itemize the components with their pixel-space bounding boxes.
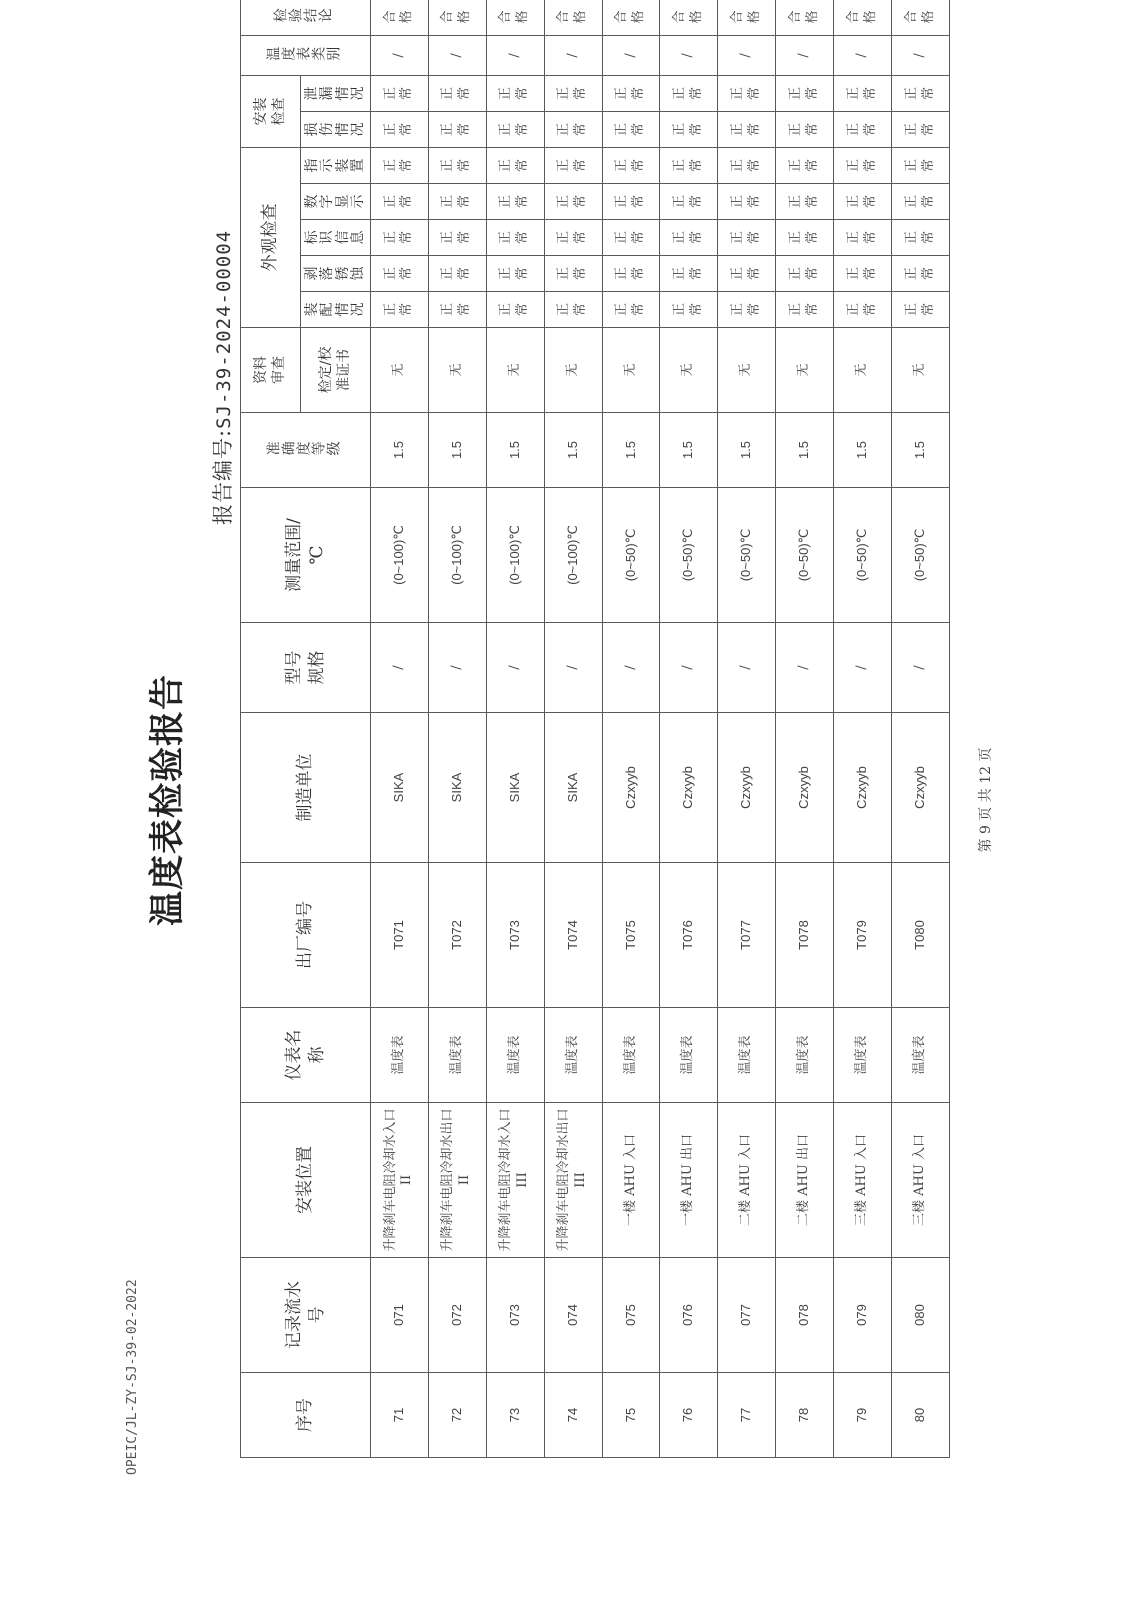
row-label-info: 正常: [776, 220, 834, 256]
row-damage: 正常: [602, 111, 660, 147]
row-damage: 正常: [660, 111, 718, 147]
row-serial-no: T078: [776, 863, 834, 1008]
row-manufacturer: Czxyyb: [892, 713, 950, 863]
row-range: (0~50)℃: [776, 488, 834, 623]
row-manufacturer: SIKA: [544, 713, 602, 863]
row-model: /: [486, 623, 544, 713]
page-footer: 第 9 页 共 12 页: [978, 747, 994, 853]
table-row: [718, 0, 776, 1458]
row-location: 升降刹车电阻冷却水入口III: [486, 1103, 544, 1258]
row-location: 二楼 AHU 入口: [718, 1103, 776, 1258]
row-category: /: [718, 35, 776, 75]
row-record-no: 074: [544, 1258, 602, 1373]
row-model: /: [892, 623, 950, 713]
row-label-info: 正常: [892, 220, 950, 256]
row-range: (0~50)℃: [834, 488, 892, 623]
row-accuracy: 1.5: [371, 413, 429, 488]
row-location: 升降刹车电阻冷却水入口II: [371, 1103, 429, 1258]
row-digital: 正常: [660, 184, 718, 220]
row-digital: 正常: [834, 184, 892, 220]
row-indicator: 正常: [834, 147, 892, 183]
row-manufacturer: Czxyyb: [834, 713, 892, 863]
row-manufacturer: SIKA: [371, 713, 429, 863]
table-row: [486, 0, 544, 1458]
row-cert: 无: [602, 328, 660, 413]
row-assembly: 正常: [660, 292, 718, 328]
row-digital: 正常: [428, 184, 486, 220]
row-conclusion: 合格: [371, 0, 429, 35]
row-location: 二楼 AHU 出口: [776, 1103, 834, 1258]
row-model: /: [718, 623, 776, 713]
row-accuracy: 1.5: [602, 413, 660, 488]
row-seq: 75: [602, 1373, 660, 1458]
row-cert: 无: [371, 328, 429, 413]
row-peeling: 正常: [892, 256, 950, 292]
row-leakage: 正常: [602, 75, 660, 111]
row-seq: 79: [834, 1373, 892, 1458]
row-leakage: 正常: [428, 75, 486, 111]
header-install-check: 安装检查: [241, 75, 301, 147]
row-digital: 正常: [718, 184, 776, 220]
table-row: [776, 0, 834, 1458]
row-category: /: [660, 35, 718, 75]
header-seq: 序号: [241, 1373, 371, 1458]
row-manufacturer: Czxyyb: [718, 713, 776, 863]
row-leakage: 正常: [371, 75, 429, 111]
row-model: /: [834, 623, 892, 713]
row-seq: 71: [371, 1373, 429, 1458]
row-indicator: 正常: [544, 147, 602, 183]
header-serial-no: 出厂编号: [241, 863, 371, 1008]
row-leakage: 正常: [486, 75, 544, 111]
row-cert: 无: [776, 328, 834, 413]
row-serial-no: T073: [486, 863, 544, 1008]
row-leakage: 正常: [544, 75, 602, 111]
row-indicator: 正常: [428, 147, 486, 183]
row-category: /: [544, 35, 602, 75]
row-label-info: 正常: [660, 220, 718, 256]
header-manufacturer: 制造单位: [241, 713, 371, 863]
row-instrument-name: 温度表: [544, 1008, 602, 1103]
row-range: (0~50)℃: [660, 488, 718, 623]
form-code: OPEIC/JL-ZY-SJ-39-02-2022: [125, 1279, 140, 1475]
row-manufacturer: SIKA: [486, 713, 544, 863]
row-seq: 76: [660, 1373, 718, 1458]
row-damage: 正常: [892, 111, 950, 147]
row-peeling: 正常: [371, 256, 429, 292]
row-model: /: [660, 623, 718, 713]
report-title: 温度表检验报告: [147, 674, 188, 927]
row-indicator: 正常: [660, 147, 718, 183]
row-range: (0~50)℃: [892, 488, 950, 623]
header-model: 型号规格: [241, 623, 371, 713]
table-row: [892, 0, 950, 1458]
row-assembly: 正常: [892, 292, 950, 328]
row-label-info: 正常: [834, 220, 892, 256]
row-range: (0~50)℃: [602, 488, 660, 623]
row-serial-no: T076: [660, 863, 718, 1008]
report-number-value: SJ-39-2024-00004: [213, 229, 235, 429]
row-digital: 正常: [892, 184, 950, 220]
row-serial-no: T071: [371, 863, 429, 1008]
row-digital: 正常: [486, 184, 544, 220]
inspection-table: [240, 0, 950, 1458]
row-conclusion: 合格: [718, 0, 776, 35]
row-label-info: 正常: [544, 220, 602, 256]
row-conclusion: 合格: [776, 0, 834, 35]
row-manufacturer: SIKA: [428, 713, 486, 863]
row-instrument-name: 温度表: [718, 1008, 776, 1103]
row-instrument-name: 温度表: [776, 1008, 834, 1103]
header-peeling: 剥落锈蚀: [301, 256, 371, 292]
row-cert: 无: [544, 328, 602, 413]
row-seq: 78: [776, 1373, 834, 1458]
row-serial-no: T079: [834, 863, 892, 1008]
row-conclusion: 合格: [892, 0, 950, 35]
row-peeling: 正常: [544, 256, 602, 292]
row-peeling: 正常: [660, 256, 718, 292]
row-category: /: [371, 35, 429, 75]
row-assembly: 正常: [834, 292, 892, 328]
row-cert: 无: [428, 328, 486, 413]
row-instrument-name: 温度表: [892, 1008, 950, 1103]
row-assembly: 正常: [776, 292, 834, 328]
row-damage: 正常: [718, 111, 776, 147]
row-damage: 正常: [776, 111, 834, 147]
row-conclusion: 合格: [660, 0, 718, 35]
row-assembly: 正常: [428, 292, 486, 328]
row-seq: 74: [544, 1373, 602, 1458]
header-assembly: 装配情况: [301, 292, 371, 328]
header-label-info: 标识信息: [301, 220, 371, 256]
row-record-no: 071: [371, 1258, 429, 1373]
row-label-info: 正常: [602, 220, 660, 256]
row-record-no: 072: [428, 1258, 486, 1373]
row-label-info: 正常: [718, 220, 776, 256]
row-assembly: 正常: [544, 292, 602, 328]
row-indicator: 正常: [486, 147, 544, 183]
header-instrument-name: 仪表名称: [241, 1008, 371, 1103]
row-accuracy: 1.5: [834, 413, 892, 488]
row-location: 升降刹车电阻冷却水出口III: [544, 1103, 602, 1258]
row-cert: 无: [892, 328, 950, 413]
row-instrument-name: 温度表: [660, 1008, 718, 1103]
row-serial-no: T075: [602, 863, 660, 1008]
row-seq: 72: [428, 1373, 486, 1458]
row-assembly: 正常: [602, 292, 660, 328]
row-conclusion: 合格: [834, 0, 892, 35]
row-conclusion: 合格: [486, 0, 544, 35]
row-peeling: 正常: [718, 256, 776, 292]
row-location: 三楼 AHU 入口: [834, 1103, 892, 1258]
row-assembly: 正常: [718, 292, 776, 328]
row-serial-no: T074: [544, 863, 602, 1008]
row-category: /: [892, 35, 950, 75]
row-range: (0~50)℃: [718, 488, 776, 623]
row-leakage: 正常: [718, 75, 776, 111]
header-accuracy: 准确度等级: [241, 413, 371, 488]
row-leakage: 正常: [776, 75, 834, 111]
row-model: /: [428, 623, 486, 713]
row-record-no: 080: [892, 1258, 950, 1373]
row-accuracy: 1.5: [718, 413, 776, 488]
row-record-no: 078: [776, 1258, 834, 1373]
row-location: 三楼 AHU 入口: [892, 1103, 950, 1258]
row-assembly: 正常: [486, 292, 544, 328]
row-digital: 正常: [371, 184, 429, 220]
row-accuracy: 1.5: [486, 413, 544, 488]
row-leakage: 正常: [892, 75, 950, 111]
row-model: /: [544, 623, 602, 713]
row-location: 升降刹车电阻冷却水出口II: [428, 1103, 486, 1258]
row-leakage: 正常: [834, 75, 892, 111]
row-indicator: 正常: [892, 147, 950, 183]
row-digital: 正常: [602, 184, 660, 220]
header-location: 安装位置: [241, 1103, 371, 1258]
row-peeling: 正常: [428, 256, 486, 292]
row-location: 一楼 AHU 入口: [602, 1103, 660, 1258]
header-leakage: 泄漏情况: [301, 75, 371, 111]
row-conclusion: 合格: [602, 0, 660, 35]
report-number: [207, 125, 237, 525]
row-seq: 77: [718, 1373, 776, 1458]
header-range: 测量范围/℃: [241, 488, 371, 623]
row-indicator: 正常: [602, 147, 660, 183]
row-indicator: 正常: [776, 147, 834, 183]
row-accuracy: 1.5: [892, 413, 950, 488]
row-peeling: 正常: [834, 256, 892, 292]
row-range: (0~100)℃: [428, 488, 486, 623]
row-record-no: 075: [602, 1258, 660, 1373]
row-category: /: [486, 35, 544, 75]
row-accuracy: 1.5: [660, 413, 718, 488]
row-indicator: 正常: [718, 147, 776, 183]
table-row: [371, 0, 429, 1458]
row-digital: 正常: [776, 184, 834, 220]
header-digital: 数字显示: [301, 184, 371, 220]
row-damage: 正常: [486, 111, 544, 147]
row-instrument-name: 温度表: [834, 1008, 892, 1103]
row-instrument-name: 温度表: [486, 1008, 544, 1103]
table-body: [371, 0, 950, 1458]
row-peeling: 正常: [776, 256, 834, 292]
row-manufacturer: Czxyyb: [602, 713, 660, 863]
row-label-info: 正常: [371, 220, 429, 256]
row-serial-no: T077: [718, 863, 776, 1008]
row-label-info: 正常: [486, 220, 544, 256]
table-row: [602, 0, 660, 1458]
row-label-info: 正常: [428, 220, 486, 256]
row-peeling: 正常: [602, 256, 660, 292]
row-serial-no: T072: [428, 863, 486, 1008]
row-model: /: [371, 623, 429, 713]
header-cert: 检定/校准证书: [301, 328, 371, 413]
row-record-no: 079: [834, 1258, 892, 1373]
row-serial-no: T080: [892, 863, 950, 1008]
row-assembly: 正常: [371, 292, 429, 328]
row-instrument-name: 温度表: [371, 1008, 429, 1103]
row-damage: 正常: [544, 111, 602, 147]
row-conclusion: 合格: [428, 0, 486, 35]
row-accuracy: 1.5: [776, 413, 834, 488]
row-category: /: [834, 35, 892, 75]
header-appearance: 外观检查: [241, 147, 301, 327]
row-model: /: [776, 623, 834, 713]
row-cert: 无: [718, 328, 776, 413]
report-number-label: 报告编号:: [211, 428, 235, 525]
row-cert: 无: [660, 328, 718, 413]
table-row: [544, 0, 602, 1458]
row-damage: 正常: [834, 111, 892, 147]
row-damage: 正常: [428, 111, 486, 147]
row-record-no: 076: [660, 1258, 718, 1373]
row-seq: 73: [486, 1373, 544, 1458]
row-leakage: 正常: [660, 75, 718, 111]
header-indicator: 指示装置: [301, 147, 371, 183]
row-location: 一楼 AHU 出口: [660, 1103, 718, 1258]
table-row: [834, 0, 892, 1458]
row-category: /: [428, 35, 486, 75]
row-range: (0~100)℃: [371, 488, 429, 623]
row-accuracy: 1.5: [544, 413, 602, 488]
row-manufacturer: Czxyyb: [660, 713, 718, 863]
header-record-no: 记录流水号: [241, 1258, 371, 1373]
row-manufacturer: Czxyyb: [776, 713, 834, 863]
row-instrument-name: 温度表: [428, 1008, 486, 1103]
row-peeling: 正常: [486, 256, 544, 292]
row-digital: 正常: [544, 184, 602, 220]
header-conclusion: 检验结论: [241, 0, 371, 35]
header-damage: 损伤情况: [301, 111, 371, 147]
header-doc-review: 资料审查: [241, 328, 301, 413]
row-record-no: 077: [718, 1258, 776, 1373]
header-category: 温度表类别: [241, 35, 371, 75]
row-category: /: [602, 35, 660, 75]
row-accuracy: 1.5: [428, 413, 486, 488]
row-cert: 无: [834, 328, 892, 413]
row-indicator: 正常: [371, 147, 429, 183]
row-model: /: [602, 623, 660, 713]
row-seq: 80: [892, 1373, 950, 1458]
row-record-no: 073: [486, 1258, 544, 1373]
row-cert: 无: [486, 328, 544, 413]
table-row: [660, 0, 718, 1458]
row-category: /: [776, 35, 834, 75]
row-range: (0~100)℃: [544, 488, 602, 623]
table-row: [428, 0, 486, 1458]
row-conclusion: 合格: [544, 0, 602, 35]
row-instrument-name: 温度表: [602, 1008, 660, 1103]
row-range: (0~100)℃: [486, 488, 544, 623]
row-damage: 正常: [371, 111, 429, 147]
